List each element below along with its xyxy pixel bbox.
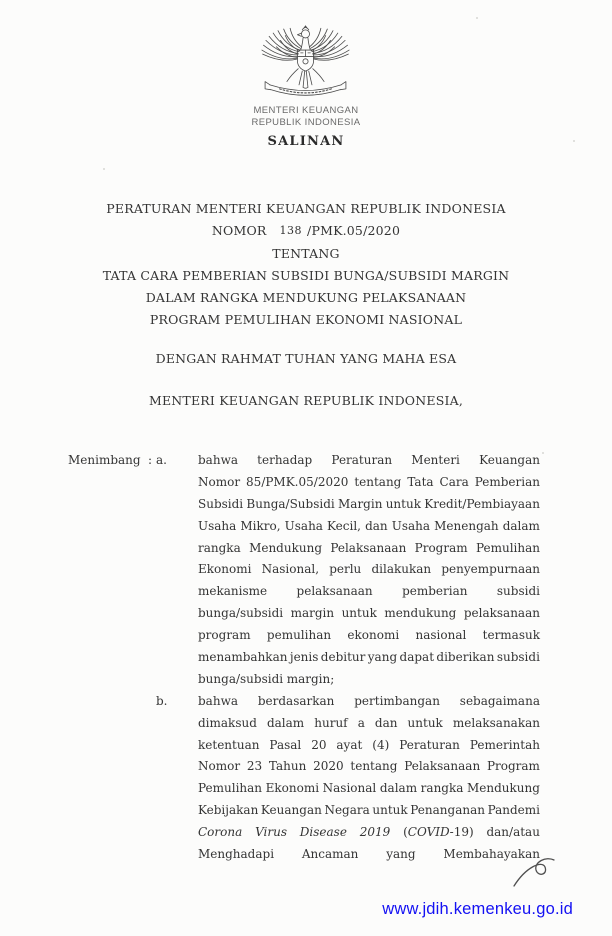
- body-line: [198, 538, 540, 560]
- word: pelaksanaan: [463, 606, 540, 621]
- word: Keuangan: [260, 803, 322, 818]
- word: dalam: [502, 518, 540, 533]
- word: dalam: [266, 715, 305, 730]
- word: dapat: [399, 650, 435, 665]
- word: bahwa: [198, 693, 238, 708]
- menimbang-item: [68, 691, 544, 866]
- word: dan/atau: [486, 825, 540, 840]
- word: rangka: [198, 540, 241, 555]
- body-line: [198, 691, 540, 713]
- word: Program: [414, 540, 468, 555]
- word: program: [198, 628, 251, 643]
- word: dan: [374, 715, 398, 730]
- body-line: [198, 844, 540, 866]
- word: Subsidi: [198, 496, 244, 511]
- word: 2020: [313, 759, 344, 774]
- word: dilakukan: [371, 562, 432, 577]
- word: yang: [386, 847, 416, 862]
- word: Mendukung: [467, 781, 540, 796]
- word: margin: [290, 606, 335, 621]
- word: Nomor: [198, 759, 241, 774]
- word: subsidi: [496, 650, 540, 665]
- ministry-name: [0, 105, 612, 128]
- word: Ekonomi: [198, 562, 252, 577]
- subject-line: DALAM RANGKA MENDUKUNG PELAKSANAAN: [145, 290, 467, 306]
- regulation-number-line: [0, 220, 612, 242]
- word: untuk: [372, 803, 408, 818]
- word: berdasarkan: [257, 693, 335, 708]
- word: Menghadapi: [198, 847, 275, 862]
- garuda-pancasila-emblem-icon: [257, 24, 354, 102]
- word: menambahkan: [198, 650, 288, 665]
- ministry-line2: REPUBLIK INDONESIA: [251, 116, 361, 128]
- motto-line: DENGAN RAHMAT TUHAN YANG MAHA ESA: [155, 351, 457, 366]
- scan-speck: [476, 17, 478, 19]
- body-line: [198, 494, 540, 516]
- word: Nomor: [198, 474, 241, 489]
- word: huruf: [314, 715, 348, 730]
- word: tentang: [350, 759, 398, 774]
- word: dalam: [379, 781, 418, 796]
- word: Menengah: [434, 518, 499, 533]
- body-line: [198, 778, 540, 800]
- word: Cara: [439, 474, 469, 489]
- word: Peraturan: [399, 737, 460, 752]
- word: Pemulihan: [198, 781, 263, 796]
- word: 2019: [359, 825, 391, 840]
- word: dan: [365, 518, 388, 533]
- word: Keuangan: [479, 453, 540, 467]
- scan-speck: [103, 168, 105, 170]
- word: Virus: [255, 825, 287, 840]
- word: margin;: [286, 671, 335, 686]
- word: bunga/subsidi: [198, 606, 284, 621]
- scan-speck: [542, 452, 544, 454]
- word: Pandemi: [487, 803, 540, 818]
- body-line: [198, 472, 540, 494]
- word: Tata: [407, 474, 434, 489]
- word: Disease: [299, 825, 347, 840]
- title-block: [0, 198, 612, 332]
- word: Mendukung: [249, 540, 322, 555]
- word: Tahun: [268, 759, 307, 774]
- word: Kecil,: [327, 518, 361, 533]
- body-line: [198, 581, 540, 603]
- body-line: [198, 450, 540, 472]
- word: pemberian: [402, 584, 468, 599]
- word: Margin: [338, 496, 383, 511]
- body-line: [198, 756, 540, 778]
- word: Usaha: [391, 518, 431, 533]
- word: mekanisme: [198, 584, 268, 599]
- nomor-number: 138: [279, 224, 303, 238]
- word: bunga/subsidi: [198, 671, 284, 686]
- menimbang-section: [68, 450, 544, 866]
- word: Pemulihan: [475, 540, 540, 555]
- word: bahwa: [198, 453, 238, 467]
- body-line: [198, 647, 540, 669]
- word: rangka: [420, 781, 464, 796]
- menimbang-item: [68, 450, 544, 691]
- word: ekonomi: [347, 628, 400, 643]
- word: pertimbangan: [354, 693, 440, 708]
- word: 20: [311, 737, 327, 752]
- item-lines: [198, 691, 540, 866]
- word: Bunga/Subsidi: [246, 496, 335, 511]
- word: Kredit/Pembiayaan: [424, 496, 540, 511]
- ministry-line1: MENTERI KEUANGAN: [253, 105, 359, 116]
- word: untuk: [385, 496, 421, 511]
- word: Negara: [324, 803, 370, 818]
- handwritten-initial-mark: [508, 854, 560, 894]
- word: diberikan: [436, 650, 495, 665]
- word: (4): [372, 737, 390, 752]
- word: 85/PMK.05/2020: [246, 474, 349, 489]
- word: Kebijakan: [198, 803, 259, 818]
- body-line: [198, 625, 540, 647]
- word: Corona: [198, 825, 243, 840]
- word: perlu: [329, 562, 362, 577]
- subject-line: TATA CARA PEMBERIAN SUBSIDI BUNGA/SUBSIDI MARGIN: [102, 267, 510, 283]
- body-line: [198, 669, 540, 691]
- word: yang: [367, 650, 398, 665]
- body-line: [198, 713, 540, 735]
- word: Program: [486, 759, 540, 774]
- menimbang-colon: :: [148, 453, 153, 467]
- word: Usaha: [198, 518, 237, 533]
- item-marker: b.: [156, 693, 168, 708]
- word: sebagaimana: [459, 693, 540, 708]
- word: tentang: [354, 474, 402, 489]
- word: nasional: [415, 628, 467, 643]
- menimbang-label: Menimbang: [68, 453, 141, 467]
- word: debitur: [320, 650, 366, 665]
- word: Ekonomi: [265, 781, 320, 796]
- word: penyempurnaan: [441, 562, 540, 577]
- nomor-label: NOMOR: [211, 223, 267, 239]
- word: untuk: [341, 606, 377, 621]
- nomor-suffix: /PMK.05/2020: [307, 223, 401, 239]
- word: ayat: [336, 737, 363, 752]
- item-lines: [198, 450, 540, 691]
- word: Peraturan: [331, 453, 393, 467]
- subject-line: PROGRAM PEMULIHAN EKONOMI NASIONAL: [149, 312, 463, 328]
- word: Pelaksanaan: [404, 759, 481, 774]
- word: 23: [246, 759, 263, 774]
- word: termasuk: [482, 628, 540, 643]
- word: melaksanakan: [452, 715, 540, 730]
- body-line: [198, 735, 540, 757]
- word: ketentuan: [198, 737, 260, 752]
- word: Nasional,: [261, 562, 320, 577]
- word: Penanganan: [410, 803, 485, 818]
- word: Pasal: [269, 737, 302, 752]
- scan-speck: [573, 140, 575, 142]
- word: Nasional: [322, 781, 377, 796]
- authority-line: MENTERI KEUANGAN REPUBLIK INDONESIA,: [148, 393, 464, 408]
- tentang-label: TENTANG: [272, 245, 340, 261]
- word: pemulihan: [266, 628, 332, 643]
- copy-stamp: SALINAN: [267, 134, 345, 149]
- word: untuk: [407, 715, 443, 730]
- body-line: [198, 603, 540, 625]
- jdih-watermark-link[interactable]: www.jdih.kemenkeu.go.id: [382, 900, 573, 918]
- word: Membahayakan: [443, 847, 540, 862]
- regulation-title-line: PERATURAN MENTERI KEUANGAN REPUBLIK INDONESIA: [106, 201, 506, 216]
- word: mendukung: [384, 606, 457, 621]
- word: jenis: [289, 650, 319, 665]
- body-line: [198, 800, 540, 822]
- body-line: [198, 559, 540, 581]
- word: Usaha: [284, 518, 323, 533]
- body-line: [198, 822, 540, 844]
- word: subsidi: [496, 584, 540, 599]
- word: Mikro,: [240, 518, 281, 533]
- word: Pelaksanaan: [330, 540, 407, 555]
- word: Menteri: [411, 453, 460, 467]
- word: (COVID-19): [403, 825, 474, 840]
- menimbang-items: [68, 450, 544, 866]
- word: a: [357, 715, 365, 730]
- word: Ancaman: [301, 847, 359, 862]
- word: Pemberian: [474, 474, 540, 489]
- body-line: [198, 516, 540, 538]
- word: terhadap: [257, 453, 313, 467]
- word: dimaksud: [198, 715, 257, 730]
- item-marker: a.: [156, 453, 167, 467]
- word: Pemerintah: [469, 737, 540, 752]
- word: pelaksanaan: [296, 584, 373, 599]
